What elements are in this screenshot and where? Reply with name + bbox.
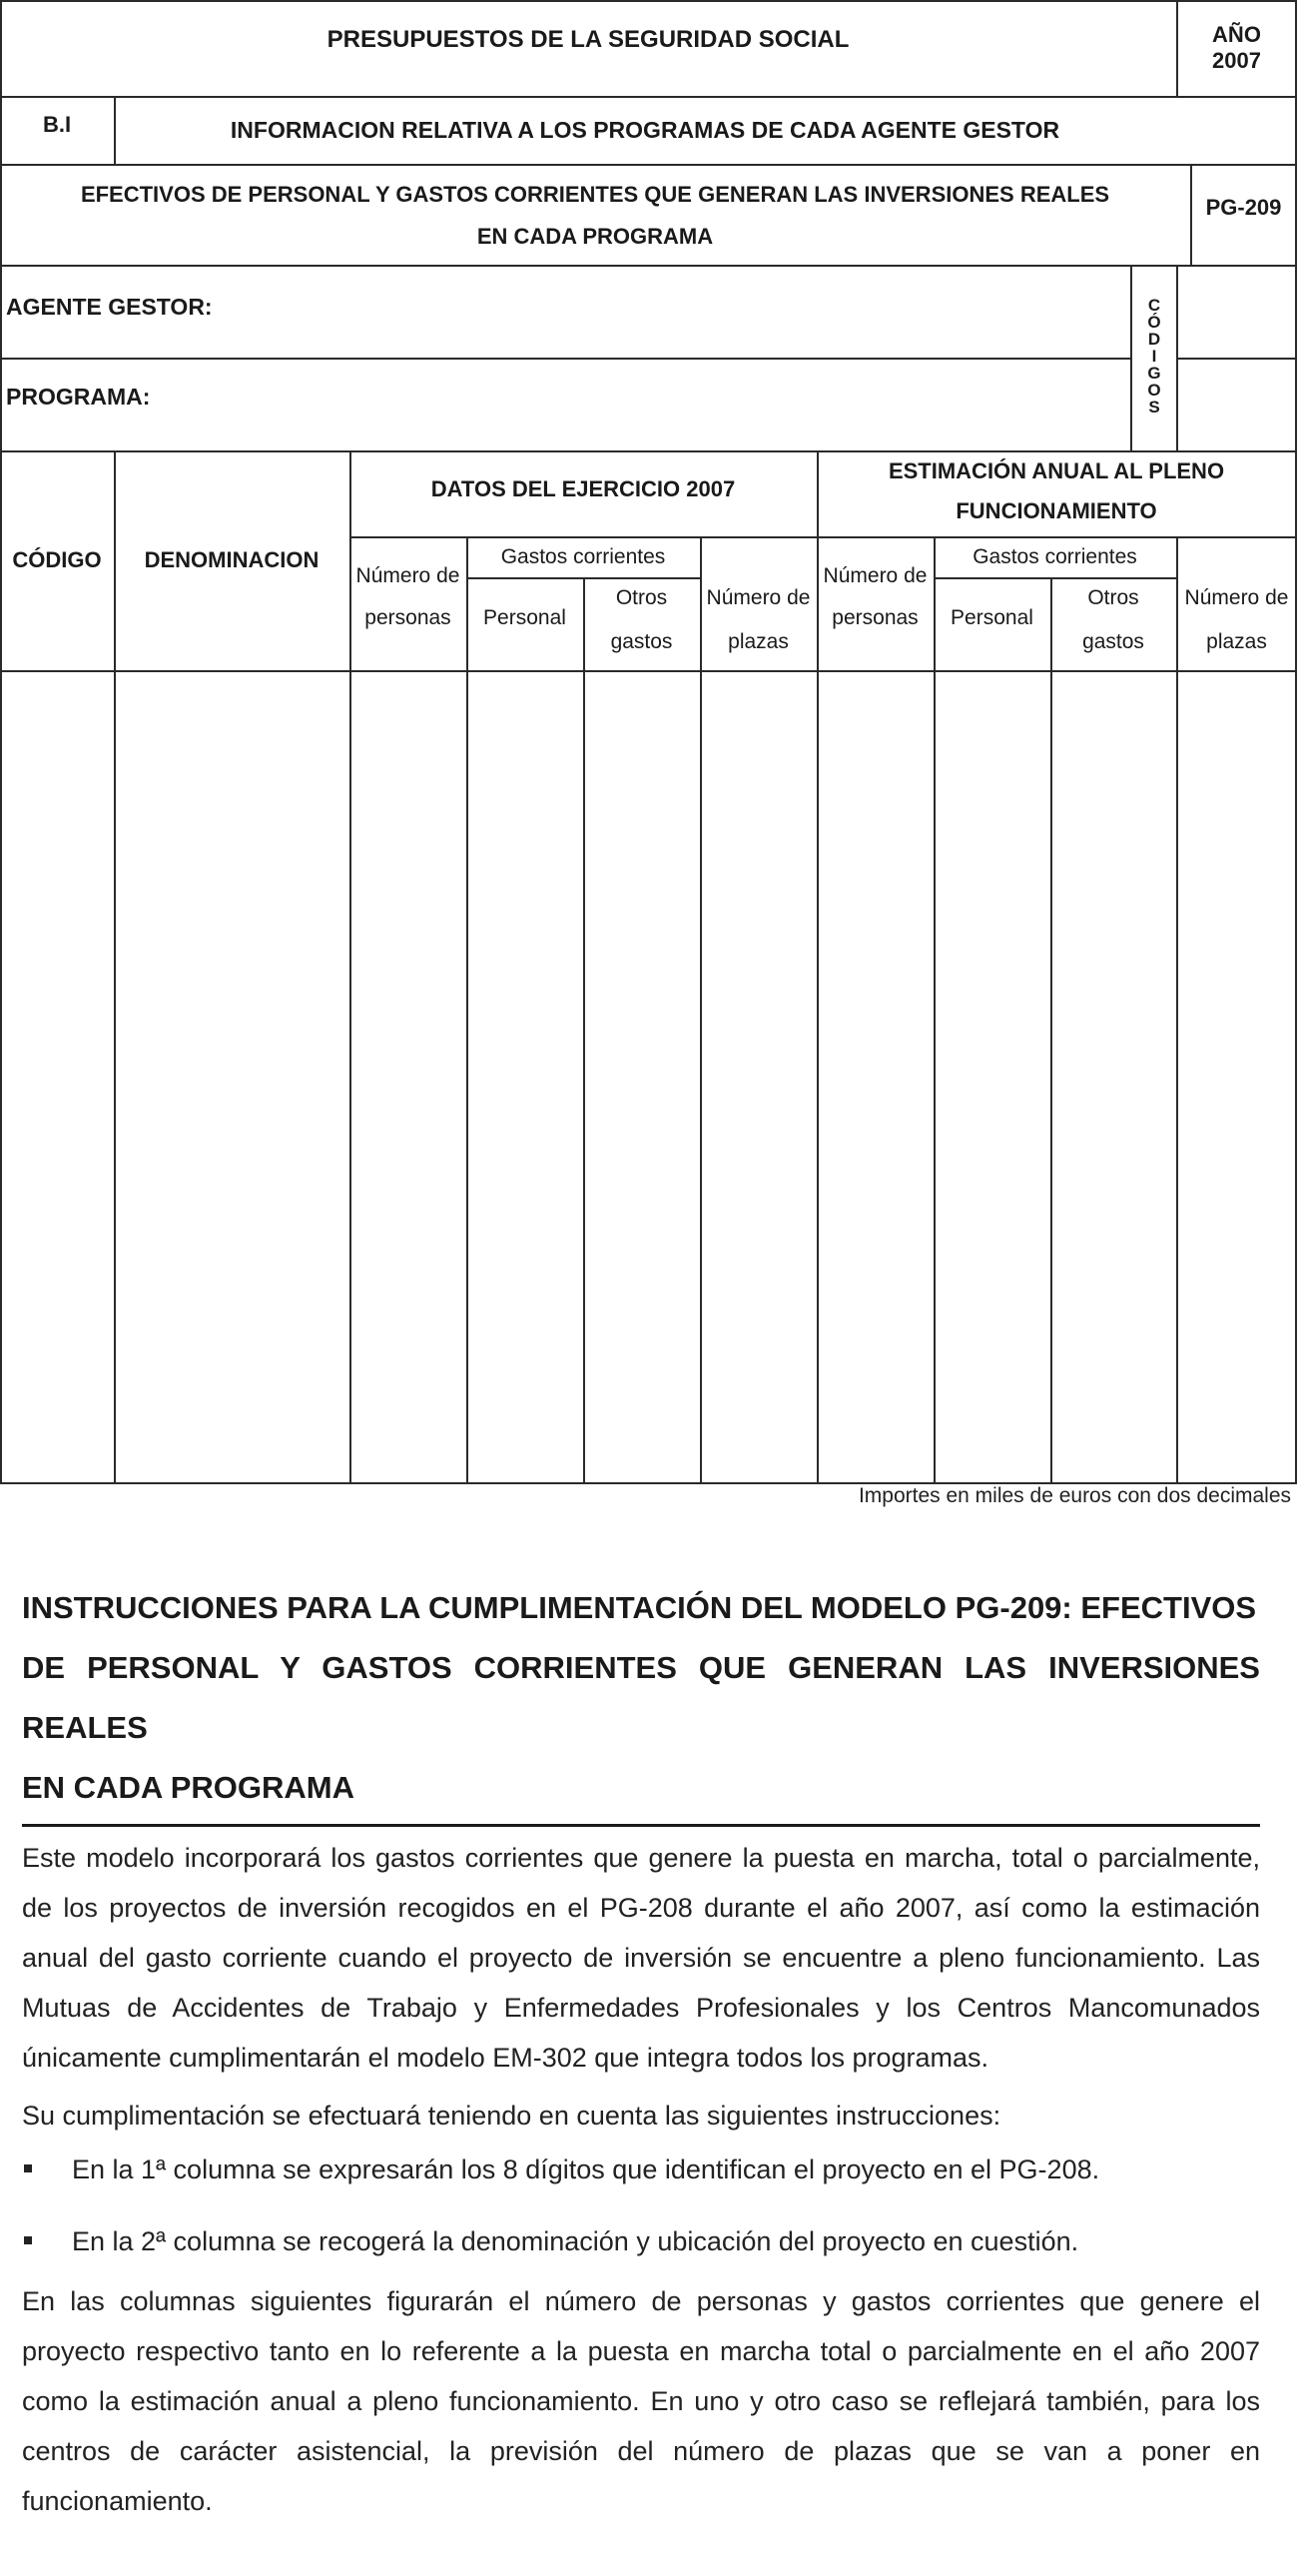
codigos-right-line	[1176, 265, 1178, 450]
gastos-line-2	[934, 577, 1176, 579]
group-ejercicio-header: DATOS DEL EJERCICIO 2007	[430, 476, 736, 501]
codigos-letter: S	[1148, 397, 1160, 417]
numero-personas-label: personas	[364, 606, 451, 629]
group-estimacion-line1: ESTIMACIÓN ANUAL AL PLENO	[888, 458, 1225, 483]
numero-plazas-label: Número de	[706, 586, 811, 609]
bullet-text: En la 1ª columna se expresarán los 8 dígitos que identifican el proyecto en el PG-208.	[72, 2154, 1100, 2184]
instructions-bullet-2	[22, 2216, 1260, 2266]
numero-plazas-label: plazas	[728, 630, 789, 653]
codigos-letter: O	[1147, 380, 1161, 400]
form-title-line2: EN CADA PROGRAMA	[476, 224, 714, 249]
col-line-5	[700, 536, 702, 1484]
codigos-vertical-label	[1132, 274, 1176, 437]
form-title-line1: EFECTIVOS DE PERSONAL Y GASTOS CORRIENTES QUE GENERAN LAS INVERSIONES REALES	[80, 182, 1110, 207]
heading-line: DE PERSONAL Y GASTOS CORRIENTES QUE GENERAN LAS INVERSIONES REALES	[22, 1650, 1260, 1745]
numero-personas-label: personas	[832, 606, 919, 629]
instructions-paragraph-1: Este modelo incorporará los gastos corrientes que genere la puesta en marcha, total o parcialmente, de los proyectos de inversión recogidos en el PG-208 durante el año 2007, así como la estimación anual del gasto corriente cuando el proyecto de inversión se encuentre a pleno funcionamiento. Las Mutuas de Accidentes de Trabajo y Enfermedades Profesionales y los Centros Mancomunados únicamente cumplimentarán el modelo EM-302 que integra todos los programas.	[22, 1843, 1260, 2073]
otros-gastos-label: Otros	[1087, 586, 1139, 609]
instructions-paragraph-2: Su cumplimentación se efectuará teniendo en cuenta las siguientes instrucciones:	[22, 2101, 1001, 2131]
col-codigo-header: CÓDIGO	[12, 547, 102, 572]
header-line-2	[0, 164, 1297, 166]
otros-gastos-label: Otros	[615, 586, 668, 609]
col-line-3	[466, 536, 468, 1484]
instructions-bullet-1	[22, 2145, 1260, 2194]
codigos-letter: G	[1147, 363, 1161, 383]
agente-gestor-label: AGENTE GESTOR:	[6, 293, 213, 320]
personal-label: Personal	[483, 606, 566, 629]
codigos-letter: I	[1151, 346, 1157, 366]
gastos-corrientes-header: Gastos corrientes	[500, 545, 666, 568]
instructions-paragraph-3: En las columnas siguientes figurarán el número de personas y gastos corrientes que genere el proyecto respectivo tanto en lo referente a la puesta en marcha total o parcialmente en el año 2007 como la estimación anual a pleno funcionamiento. En uno y otro caso se reflejará también, para los centros de carácter asistencial, la previsión del número de plazas que se van a poner en funcionamiento.	[22, 2286, 1260, 2516]
otros-gastos-label: gastos	[610, 630, 673, 653]
col-line-7	[934, 536, 936, 1484]
section-title: INFORMACION RELATIVA A LOS PROGRAMAS DE CADA AGENTE GESTOR	[230, 116, 1060, 143]
bullet-square-icon	[24, 2236, 32, 2244]
numero-personas-label: Número de	[823, 564, 928, 587]
agente-code-line	[1176, 358, 1297, 360]
year-value: 2007	[1212, 48, 1261, 73]
bullet-square-icon	[24, 2164, 32, 2172]
numero-plazas-label: plazas	[1206, 630, 1267, 653]
codigos-letter: C	[1147, 295, 1161, 315]
heading-line: INSTRUCCIONES PARA LA CUMPLIMENTACIÓN DEL MODELO PG-209: EFECTIVOS	[22, 1590, 1257, 1625]
col-denominacion-header: DENOMINACION	[144, 547, 320, 572]
form-code: PG-209	[1205, 195, 1282, 220]
programa-label: PROGRAMA:	[6, 383, 151, 410]
amounts-note: Importes en miles de euros con dos decimales	[858, 1484, 1291, 1507]
heading-underline	[22, 1824, 1260, 1827]
instructions-section	[22, 1578, 1260, 2526]
personal-label: Personal	[951, 606, 1033, 629]
agente-line	[0, 358, 1132, 360]
header-line-3	[0, 265, 1297, 267]
header-line-1	[0, 96, 1297, 98]
gastos-corrientes-header: Gastos corrientes	[973, 545, 1137, 568]
instructions-heading	[22, 1578, 1260, 1818]
col-line-9	[1176, 536, 1178, 1484]
codigos-letter: D	[1147, 329, 1161, 349]
heading-line: EN CADA PROGRAMA	[22, 1770, 354, 1805]
col-line-4	[583, 577, 585, 1484]
group-estimacion-line2: FUNCIONAMIENTO	[956, 498, 1157, 523]
doc-title: PRESUPUESTOS DE LA SEGURIDAD SOCIAL	[326, 26, 850, 53]
otros-gastos-label: gastos	[1082, 630, 1144, 653]
section-code: B.I	[42, 112, 72, 137]
col-line-8	[1050, 577, 1052, 1484]
codigos-letter: Ó	[1147, 312, 1161, 332]
year-label: AÑO	[1212, 22, 1261, 47]
numero-personas-label: Número de	[355, 564, 460, 587]
table-header-bottom	[0, 670, 1297, 672]
bullet-text: En la 2ª columna se recogerá la denominación y ubicación del proyecto en cuestión.	[72, 2226, 1079, 2256]
numero-plazas-label: Número de	[1184, 586, 1289, 609]
